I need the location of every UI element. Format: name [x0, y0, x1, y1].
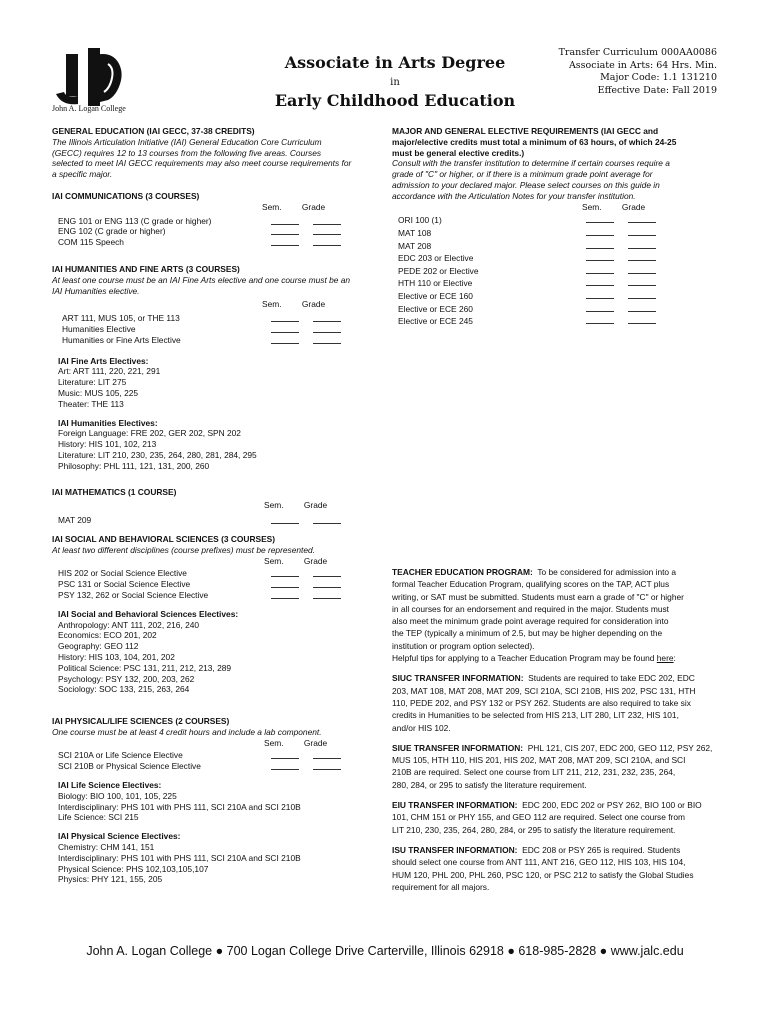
meta-line: Transfer Curriculum 000AA0086: [558, 47, 717, 58]
grade-blank[interactable]: [313, 568, 341, 577]
block-line: MUS 105, HTH 110, HIS 201, HIS 202, MAT 208, MAT 209, SCI 210A, and SCI: [392, 755, 686, 766]
sem-blank[interactable]: [271, 590, 299, 599]
course-row: [398, 277, 732, 290]
block-line: LIT 210, 230, 235, 264, 280, 284, or 295 to satisfy the literature requirement.: [392, 824, 676, 835]
elective-line: Physics: PHY 121, 155, 205: [58, 874, 163, 885]
course-row: [58, 590, 382, 601]
grade-blank[interactable]: [628, 265, 656, 274]
sem-blank[interactable]: [271, 761, 299, 770]
grade-blank[interactable]: [313, 579, 341, 588]
sem-header: Sem.: [264, 555, 284, 566]
course-row: [58, 515, 382, 526]
intro-line: (GECC) requires 12 to 13 courses from the following five areas. Courses: [52, 147, 322, 158]
course-name: PSC 131 or Social Science Elective: [58, 579, 191, 590]
sem-blank[interactable]: [586, 265, 614, 274]
course-row: [58, 579, 382, 590]
intro-line: selected to meet IAI GECC requirements may also meet course requirements for: [52, 158, 352, 169]
block-line: 210B are required. Select one course from LIT 211, 212, 231, 232, 235, 264,: [392, 767, 676, 778]
grade-blank[interactable]: [628, 227, 656, 236]
sem-header: Sem.: [262, 201, 282, 212]
course-name: ENG 101 or ENG 113 (C grade or higher): [58, 215, 212, 226]
block-line: in all courses for an endorsement and required in the major. Students must: [392, 603, 669, 614]
elective-line: Economics: ECO 201, 202: [58, 630, 157, 641]
grade-header: Grade: [301, 299, 326, 310]
course-name: ART 111, MUS 105, or THE 113: [62, 313, 180, 324]
course-row: [398, 227, 732, 240]
section-title: IAI COMMUNICATIONS (3 COURSES): [52, 191, 200, 201]
block-line: To be considered for admission into a: [537, 567, 677, 577]
course-name: ENG 102 (C grade or higher): [58, 226, 166, 237]
column-headers: [52, 202, 382, 213]
elective-line: Theater: THE 113: [58, 398, 124, 409]
block-line: formal Teacher Education Program, qualifying scores on the TAP, ACT plus: [392, 579, 670, 590]
general-education-section: [52, 126, 382, 180]
block-title: ISU TRANSFER INFORMATION:: [392, 844, 518, 855]
elective-line: Biology: BIO 100, 101, 105, 225: [58, 790, 177, 801]
curriculum-meta: [559, 47, 717, 97]
subsection-title: IAI Life Science Electives:: [58, 779, 162, 790]
block-line: HUM 120, PHL 200, PHL 260, PSC 120, or PSC 212 to satisfy the Global Studies: [392, 869, 694, 880]
course-name: Elective or ECE 160: [398, 290, 473, 301]
course-row: [58, 216, 382, 227]
grade-blank[interactable]: [628, 240, 656, 249]
mathematics-section: [52, 487, 382, 525]
course-row: [62, 335, 382, 346]
note-line: At least one course must be an IAI Fine Arts elective and one course must be an: [52, 274, 351, 285]
course-name: COM 115 Speech: [58, 237, 124, 248]
grade-blank[interactable]: [313, 761, 341, 770]
sem-header: Sem.: [264, 737, 284, 748]
elective-line: Anthropology: ANT 111, 202, 216, 240: [58, 619, 200, 630]
sem-header: Sem.: [262, 299, 282, 310]
communications-section: [52, 191, 382, 248]
subsection-title: IAI Fine Arts Electives:: [58, 355, 149, 366]
sem-blank[interactable]: [271, 335, 299, 344]
sem-header: Sem.: [582, 201, 602, 212]
intro-line: The Illinois Articulation Initiative (IAI) General Education Core Curriculum: [52, 136, 322, 147]
note-line: IAI Humanities elective.: [52, 285, 140, 296]
course-name: EDC 203 or Elective: [398, 253, 474, 264]
siuc-block: [392, 672, 732, 733]
humanities-electives: [52, 418, 382, 472]
course-row: [398, 315, 732, 328]
siue-block: [392, 742, 732, 791]
block-line: should select one course from ANT 111, ANT 216, GEO 112, HIS 103, HIS 104,: [392, 857, 686, 868]
elective-line: Literature: LIT 275: [58, 377, 127, 388]
course-row: [58, 226, 382, 237]
block-line: 110, PEDE 202, and PSY 132 or PSY 262. Students are also required to take six: [392, 697, 691, 708]
fine-arts-electives: [52, 356, 382, 410]
note-line: admission to your declared major. Please select courses on this guide in: [392, 179, 660, 190]
grade-blank[interactable]: [628, 315, 656, 324]
course-name: Elective or ECE 260: [398, 303, 473, 314]
teacher-education-block: [392, 566, 732, 664]
grade-blank[interactable]: [313, 226, 341, 235]
block-title: SIUE TRANSFER INFORMATION:: [392, 742, 524, 753]
course-row: [398, 240, 732, 253]
column-headers: [392, 202, 732, 213]
section-title: IAI PHYSICAL/LIFE SCIENCES (2 COURSES): [52, 716, 230, 726]
course-name: SCI 210B or Physical Science Elective: [58, 761, 201, 772]
physical-science-electives: [52, 831, 382, 885]
course-row: [398, 290, 732, 303]
section-title: GENERAL EDUCATION (IAI GECC, 37-38 CREDITS): [52, 126, 255, 136]
sem-blank[interactable]: [271, 515, 299, 524]
block-line: EDC 208 or PSY 265 is required. Students: [522, 844, 681, 855]
grade-blank[interactable]: [628, 252, 656, 261]
subsection-title: IAI Physical Science Electives:: [58, 831, 181, 842]
logo-text: John A. Logan College: [52, 104, 126, 113]
sem-blank[interactable]: [586, 227, 614, 236]
grade-blank[interactable]: [628, 277, 656, 286]
sem-blank[interactable]: [586, 240, 614, 249]
grade-blank[interactable]: [628, 303, 656, 312]
subsection-title: IAI Social and Behavioral Sciences Electives:: [58, 608, 239, 619]
grade-header: Grade: [303, 499, 328, 510]
note-line: At least two different disciplines (course prefixes) must be represented.: [52, 544, 316, 555]
physical-life-sciences-section: [52, 716, 382, 885]
course-name: SCI 210A or Life Science Elective: [58, 750, 183, 761]
intro-line: a specific major.: [52, 169, 113, 180]
elective-line: Geography: GEO 112: [58, 641, 139, 652]
transfer-info: [392, 566, 732, 893]
meta-line: Effective Date: Fall 2019: [597, 84, 717, 96]
elective-line: Chemistry: CHM 141, 151: [58, 841, 155, 852]
course-name: ORI 100 (1): [398, 215, 442, 226]
section-title: IAI SOCIAL AND BEHAVIORAL SCIENCES (3 COURSES): [52, 534, 276, 544]
block-line: PHL 121, CIS 207, EDC 200, GEO 112, PSY 262,: [527, 742, 713, 753]
meta-line: Associate in Arts: 64 Hrs. Min.: [568, 59, 717, 71]
course-name: Humanities or Fine Arts Elective: [62, 334, 181, 345]
block-title: TEACHER EDUCATION PROGRAM:: [392, 567, 533, 577]
block-line: 280, 284, or 295 to satisfy the literature requirement.: [392, 779, 587, 790]
note-line: accordance with the Articulation Notes for your transfer institution.: [392, 190, 636, 201]
elective-line: Life Science: SCI 215: [58, 812, 139, 823]
course-name: Humanities Elective: [62, 323, 136, 334]
course-row: [62, 313, 382, 324]
sem-blank[interactable]: [586, 214, 614, 223]
course-row: [58, 761, 382, 772]
section-title: IAI HUMANITIES AND FINE ARTS (3 COURSES): [52, 264, 240, 274]
here-link[interactable]: here: [656, 653, 674, 664]
block-title: SIUC TRANSFER INFORMATION:: [392, 673, 524, 684]
sem-blank[interactable]: [271, 750, 299, 759]
footer: John A. Logan College ● 700 Logan College Drive Carterville, Illinois 62918 ● 618-985-2828 ● www.jalc.edu: [86, 944, 684, 958]
grade-blank[interactable]: [628, 214, 656, 223]
course-name: MAT 208: [398, 240, 432, 251]
elective-line: Philosophy: PHL 111, 121, 131, 200, 260: [58, 460, 210, 471]
grade-blank[interactable]: [628, 290, 656, 299]
elective-line: Music: MUS 105, 225: [58, 387, 139, 398]
sem-blank[interactable]: [586, 277, 614, 286]
meta-line: Major Code: 1.1 131210: [600, 72, 717, 83]
social-sciences-section: [52, 534, 382, 695]
course-name: HTH 110 or Elective: [398, 278, 473, 289]
grade-header: Grade: [303, 737, 328, 748]
course-row: [398, 303, 732, 316]
course-row: [398, 265, 732, 278]
note-line: Consult with the transfer institution to determine if certain courses require a: [392, 158, 670, 169]
section-title: IAI MATHEMATICS (1 COURSE): [52, 487, 177, 497]
column-headers: [52, 738, 382, 749]
elective-line: Interdisciplinary: PHS 101 with PHS 111, SCI 210A and SCI 210B: [58, 852, 301, 863]
title-in: in: [390, 77, 400, 88]
course-row: [58, 568, 382, 579]
course-name: MAT 108: [398, 227, 432, 238]
block-line: and/or HIS 102.: [392, 722, 451, 733]
column-headers: [52, 556, 382, 567]
eiu-block: [392, 799, 732, 836]
block-title: EIU TRANSFER INFORMATION:: [392, 800, 518, 811]
sem-blank[interactable]: [586, 303, 614, 312]
course-row: [62, 324, 382, 335]
elective-line: Literature: LIT 210, 230, 235, 264, 280, 281, 284, 295: [58, 449, 257, 460]
life-science-electives: [52, 780, 382, 823]
note-line: grade of "C" or higher, or if there is a minimum grade point average for: [392, 169, 653, 180]
course-row: [58, 750, 382, 761]
course-row: [398, 214, 732, 227]
grade-blank[interactable]: [313, 216, 341, 225]
grade-blank[interactable]: [313, 750, 341, 759]
grade-blank[interactable]: [313, 590, 341, 599]
program-title: Early Childhood Education: [274, 91, 516, 110]
sem-blank[interactable]: [271, 226, 299, 235]
grade-blank[interactable]: [313, 313, 341, 322]
sem-blank[interactable]: [586, 315, 614, 324]
grade-header: Grade: [303, 555, 328, 566]
sem-blank[interactable]: [586, 290, 614, 299]
sem-blank[interactable]: [271, 579, 299, 588]
grade-header: Grade: [621, 201, 646, 212]
section-title-line: MAJOR AND GENERAL ELECTIVE REQUIREMENTS (IAI GECC and: [392, 126, 659, 136]
column-headers: [52, 500, 382, 511]
course-name: HIS 202 or Social Science Elective: [58, 568, 187, 579]
column-headers: [52, 299, 382, 310]
section-title-line: major/elective credits must total a minimum of 63 hours, of which 24-25: [392, 136, 677, 147]
elective-line: Psychology: PSY 132, 200, 203, 262: [58, 673, 195, 684]
grade-blank[interactable]: [313, 324, 341, 333]
sem-blank[interactable]: [586, 252, 614, 261]
elective-line: History: HIS 103, 104, 201, 202: [58, 651, 175, 662]
note-line: One course must be at least 4 credit hours and include a lab component.: [52, 726, 322, 737]
sem-blank[interactable]: [271, 313, 299, 322]
sem-header: Sem.: [264, 499, 284, 510]
block-line: the TEP (typically a minimum of 2.5, but may be higher depending on the: [392, 628, 663, 639]
social-electives: [52, 609, 382, 695]
elective-line: History: HIS 101, 102, 213: [58, 439, 157, 450]
grade-header: Grade: [301, 201, 326, 212]
degree-title: Associate in Arts Degree: [284, 53, 506, 72]
sem-blank[interactable]: [271, 324, 299, 333]
block-line: Students are required to take EDC 202, EDC: [528, 673, 695, 684]
block-line: 101, CHM 151 or PHY 155, and GEO 112 are required. Select one course from: [392, 812, 685, 823]
isu-block: [392, 844, 732, 893]
block-line: writing, or SAT must be submitted. Students must earn a grade of "C" or higher: [392, 591, 684, 602]
tips-end: :: [673, 653, 676, 664]
block-line: also meet the minimum grade point average required for consideration into: [392, 616, 669, 627]
block-line: institution or program option selected).: [392, 640, 535, 651]
elective-line: Art: ART 111, 220, 221, 291: [58, 366, 161, 377]
section-title-line: must be general elective credits.): [392, 147, 525, 158]
block-line: requirement for all majors.: [392, 881, 490, 892]
elective-line: Political Science: PSC 131, 211, 212, 213, 289: [58, 662, 232, 673]
grade-blank[interactable]: [313, 515, 341, 524]
course-name: MAT 209: [58, 514, 92, 525]
sem-blank[interactable]: [271, 216, 299, 225]
block-line: 203, MAT 108, MAT 208, MAT 209, SCI 210A, SCI 210B, HIS 202, PSC 131, HTH: [392, 685, 696, 696]
sem-blank[interactable]: [271, 237, 299, 246]
course-name: PSY 132, 262 or Social Science Elective: [58, 589, 209, 600]
humanities-section: [52, 264, 382, 472]
major-requirements-section: [392, 126, 732, 328]
subsection-title: IAI Humanities Electives:: [58, 417, 158, 428]
block-line: EDC 200, EDC 202 or PSY 262, BIO 100 or BIO: [522, 800, 702, 811]
elective-line: Foreign Language: FRE 202, GER 202, SPN 202: [58, 428, 241, 439]
course-name: Elective or ECE 245: [398, 316, 473, 327]
block-line: credits in Humanities to be selected from HIS 213, LIT 280, LIT 232, HIS 101,: [392, 710, 679, 721]
grade-blank[interactable]: [313, 335, 341, 344]
elective-line: Physical Science: PHS 102,103,105,107: [58, 863, 209, 874]
course-row: [398, 252, 732, 265]
tips-text: Helpful tips for applying to a Teacher Education Program may be found: [392, 653, 657, 664]
sem-blank[interactable]: [271, 568, 299, 577]
elective-line: Sociology: SOC 133, 215, 263, 264: [58, 684, 190, 695]
elective-line: Interdisciplinary: PHS 101 with PHS 111, SCI 210A and SCI 210B: [58, 801, 301, 812]
grade-blank[interactable]: [313, 237, 341, 246]
course-name: PEDE 202 or Elective: [398, 265, 479, 276]
course-row: [58, 237, 382, 248]
